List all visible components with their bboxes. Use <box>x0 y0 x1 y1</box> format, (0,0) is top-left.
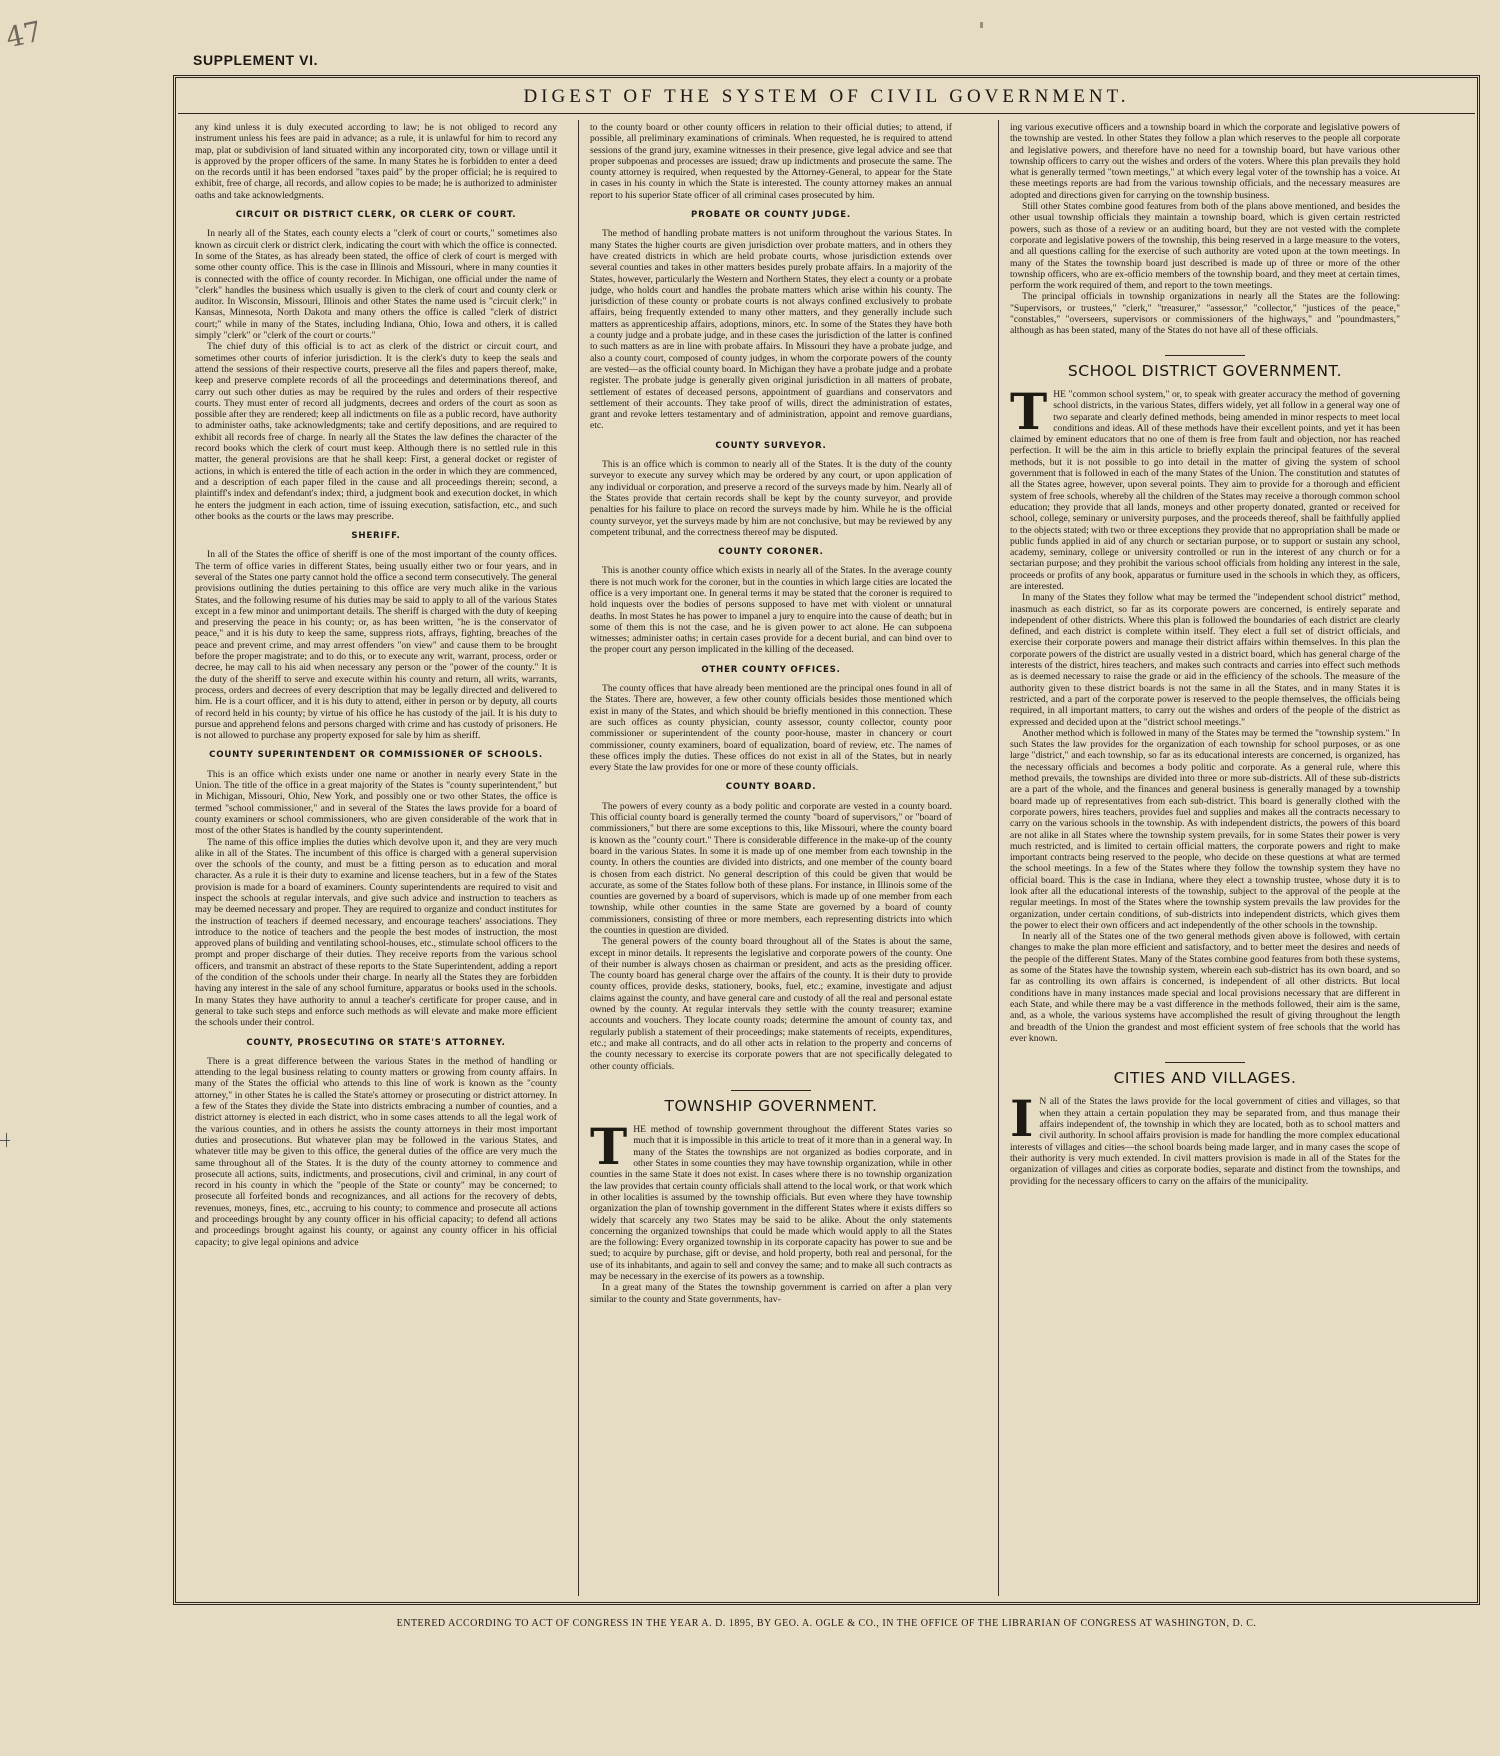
paragraph-text: HE method of township government throughout the different States varies so much that it is impossible in this article to treat of it more than in a general way. In many of the States the townships are not organized as bodies corporate, and in other States in some counties they may have township organization, while in other counties in the same State it does not exist. In cases where there is no township organization the law provides that certain county officials shall attend to the local work, or that work which in other localities is assumed by the township officials. But even where they have township organization the plan of township government in the different States where it exists differs so widely that scarcely any two States may be said to be alike. About the only statements concerning the organized townships that could be made which would apply to all the States are the following: Every organized township in its corporate capacity has power to sue and be sued; to acquire by purchase, gift or devise, and hold property, both real and personal, for the use of its inhabitants, and again to sell and convey the same; and to make all such contracts as may be necessary in the exercise of its powers as a township. <box>590 1124 952 1283</box>
paragraph: In nearly all of the States one of the two general methods given above is followed, with certain changes to make the plan more efficient and satisfactory, and to better meet the desires and needs of the people of the different States. Many of the States combine good features from both these systems, as some of the States have the township system, wherein each sub-district has its own board, and so far as controlling its own affairs is concerned, is independent of all other districts. But local conditions have in many instances made special and local provisions necessary that are different in each State, and while there may be a vast difference in the methods followed, their aim is the same, and, as a whole, the various systems have accomplished the result of giving throughout the length and breadth of the Union the grandest and most efficient system of free schools that the world has ever known. <box>1010 931 1400 1044</box>
column-1 <box>195 122 557 1594</box>
paragraph: In a great many of the States the township government is carried on after a plan very similar to the county and State governments, hav- <box>590 1282 952 1305</box>
section-heading: COUNTY SURVEYOR. <box>715 440 827 451</box>
paragraph: The method of handling probate matters is not uniform throughout the various States. In many States the higher courts are given jurisdiction over probate matters, and in others they have created districts in which are held probate courts, whose jurisdiction extends over several counties and takes in other matters besides purely probate affairs. In a majority of the States, however, particularly the Western and Northern States, they elect a county or a probate judge, who holds court and handles the probate matters which arise within his county. The jurisdiction of these county or probate courts is not always confined exclusively to probate affairs, being frequently extended to many other matters, and they generally include such matters as apprenticeship affairs, adoptions, minors, etc. In some of the States they have both a county judge and a probate judge, and in these cases the jurisdiction of the latter is confined to such matters as are in line with probate affairs. In Missouri they have a probate judge, and also a county court, composed of county judges, in whom the corporate powers of the county are vested—as the official county board. In Michigan they have a probate judge and a probate register. The probate judge is generally given original jurisdiction in all matters of probate, settlement of estates of deceased persons, appointment of guardians and conservators and settlement of their accounts. They take proof of wills, direct the administration of estates, grant and revoke letters testamentary and of administration, appoint and remove guardians, etc. <box>590 228 952 432</box>
paragraph: In nearly all of the States, each county elects a "clerk of court or courts," sometimes also known as circuit clerk or district clerk, indicating the court with which the office is connected. In some of the States, as has already been stated, the office of clerk of court is merged with some other county office. This is the case in Illinois and Missouri, where in many counties it is connected with the office of county recorder. In Michigan, one official under the name of "clerk" handles the business which usually is given to the clerk of court and county clerk or auditor. In Wisconsin, Missouri, Illinois and other States the name used is "circuit clerk;" in Kansas, Minnesota, North Dakota and many others the office is called "clerk of district court;" while in many of the States, including Indiana, Ohio, Iowa and others, it is called simply "clerk" or "clerk of the court or courts." <box>195 228 557 342</box>
paragraph: Still other States combine good features from both of the plans above mentioned, and besides the other usual township officials they maintain a township board, which is given certain restricted powers, such as those of a review or an auditing board, but they are not vested with the complete corporate and legislative powers of the township, this being reserved in a large measure to the voters, and all questions calling for the exercise of such authority are voted upon at the town meetings. In many of the States the township board just described is made up of three or more of the other township officers, who are ex-officio members of the township board, and they meet at certain times, perform the work required of them, and report to the town meetings. <box>1010 201 1400 292</box>
paragraph: The powers of every county as a body politic and corporate are vested in a county board. This official county board is generally termed the county "board of supervisors," or "board of commissioners," but there are some exceptions to this, like Missouri, where the county board is known as the "county court." There is considerable difference in the make-up of the county board in the various States. In some it is made up of one member from each township in the county. In others the counties are divided into districts, and one member of the county board is chosen from each district. No general description of this could be given that would be accurate, as some of the States follow both of these plans. For instance, in Illinois some of the counties are governed by a board of supervisors, which is made up of one member from each township, while other counties in the same State are governed by a board of county commissioners, consisting of three or more members, each representing districts into which the counties in question are divided. <box>590 800 952 936</box>
column-2 <box>590 122 952 1594</box>
section-heading: OTHER COUNTY OFFICES. <box>701 664 841 675</box>
paragraph-text: N all of the States the laws provide for the local government of cities and villages, so that when they attain a certain population they may be separated from, and thus manage their affairs independent of, the township in which they are located, both as to school matters and civil authority. In school affairs provision is made for handling the more complex educational interests of villages and cities—the school boards being made larger, and in many cases the scope of their authority is very much extended. In civil matters provision is made in all of the States for the organization of villages and cities as corporate bodies, separate and distinct from the townships, and providing for the necessary officers to carry on the affairs of the municipality. <box>1010 1096 1400 1187</box>
section-heading: COUNTY SUPERINTENDENT OR COMMISSIONER OF SCHOOLS. <box>209 750 543 761</box>
section-heading: CIRCUIT OR DISTRICT CLERK, OR CLERK OF COURT. <box>235 210 517 221</box>
handwritten-page-number: 47 <box>2 14 45 55</box>
paragraph: any kind unless it is duly executed according to law; he is not obliged to record any instrument unless his fees are paid in advance; as a rule, it is unlawful for him to record any map, plat or subdivision of land situated within any incorporated city, town or village until it is approved by the proper officers of the same. In many States he is forbidden to enter a deed on the records until it has been endorsed "taxes paid" by the proper official; he is required to exhibit, free of charge, all records, and allow copies to be made; he is authorized to administer oaths and take acknowledgments. <box>195 122 557 201</box>
section-divider <box>1165 1062 1245 1063</box>
paragraph: The name of this office implies the duties which devolve upon it, and they are very much alike in all of the States. The incumbent of this office is charged with a general supervision over the schools of the county, and must be a fitting person as to education and moral character. As a rule it is their duty to examine and license teachers, but in a few of the States provision is made for a board of examiners. County superintendents are required to visit and inspect the schools at regular intervals, and give such advice and instruction to teachers as may be deemed necessary and proper. They are required to organize and conduct institutes for the instruction of teachers if deemed necessary, and encourage teachers' associations. They introduce to the notice of teachers and the people the best modes of instruction, the most approved plans of building and ventilating school-houses, etc., stimulate school officers to the prompt and proper discharge of their duties. They receive reports from the various school officers, and transmit an abstract of these reports to the State Superintendent, adding a report of the condition of the schools under their charge. In nearly all the States they are forbidden having any interest in the sale of any school furniture, apparatus or books used in the schools. In many States they have authority to annul a teacher's certificate for proper cause, and in general to take such steps and enforce such methods as will elevate and make more efficient the schools under their control. <box>195 836 557 1029</box>
column-divider <box>578 120 579 1596</box>
major-heading: TOWNSHIP GOVERNMENT. <box>664 1096 878 1115</box>
paragraph: In many of the States they follow what may be termed the "independent school district" method, inasmuch as each district, so far as its corporate powers are concerned, is entirely separate and independent of other districts. Where this plan is followed the boundaries of each district are clearly defined, and each district is complete within itself. They elect a full set of district officials, and exercise their corporate powers and manage their district affairs within themselves. In this plan the corporate powers of the district are usually vested in a district board, which has general charge of the interests of the district, hires teachers, and makes such contracts and carries into effect such methods as is deemed necessary to raise the grade or aid in the efficiency of the schools. The measure of the authority given to these district boards is not the same in all the States, and in many States it is restricted, and a part of the corporate power is reserved to the people themselves, the officials being required, in all important matters, to carry out the wishes and orders of the people of the district as expressed and decided upon at the "district school meetings." <box>1010 592 1400 728</box>
major-heading: SCHOOL DISTRICT GOVERNMENT. <box>1067 361 1343 380</box>
drop-cap: T <box>1010 381 1048 441</box>
paragraph: The general powers of the county board throughout all of the States is about the same, except in minor details. It represents the legislative and corporate powers of the county. One of their number is always chosen as chairman or president, and acts as the presiding officer. The county board has general charge over the affairs of the county. It is their duty to provide county offices, provide desks, stationery, books, fuel, etc.; examine, investigate and adjust claims against the county, and have general care and custody of all the real and personal estate owned by the county. At regular intervals they settle with the county treasurer; examine accounts and vouchers. They locate county roads; determine the amount of county tax, and regularly publish a statement of their proceedings; make statements of receipts, expenditures, etc.; and make all contracts, and do all other acts in relation to the property and concerns of the county necessary to exercise its corporate powers that are not specifically delegated to other county officials. <box>590 936 952 1072</box>
section-heading: COUNTY, PROSECUTING OR STATE'S ATTORNEY. <box>246 1037 506 1048</box>
paragraph: to the county board or other county officers in relation to their official duties; to attend, if possible, all preliminary examinations of criminals. When requested, he is required to attend sessions of the grand jury, examine witnesses in their presence, give legal advice and see that proper subpoenas and processes are issued; draw up indictments and prosecute the same. The county attorney is required, when requested by the Attorney-General, to appear for the State in cases in his county in which the State is interested. The county attorney makes an annual report to his superior State officer of all criminal cases prosecuted by him. <box>590 122 952 201</box>
section-divider <box>1165 355 1245 356</box>
column-3 <box>1010 122 1400 1594</box>
paper-speck <box>980 22 983 28</box>
page-title: DIGEST OF THE SYSTEM OF CIVIL GOVERNMENT. <box>523 86 1130 107</box>
paragraph: In all of the States the office of sheriff is one of the most important of the county offices. The term of office varies in different States, being usually either two or four years, and in several of the States one party cannot hold the office a second term consecutively. The general provisions outlining the duties pertaining to this office are very much alike in the various States, and the following resume of his duties may be said to apply to all of the various States except in a few minor and unimportant details. The sheriff is charged with the duty of keeping and preserving the peace in his county; or, as has been written, "he is the conservator of peace," and it is his duty to keep the same, suppress riots, affrays, fighting, breaches of the peace and prevent crime, and may arrest offenders "on view" and cause them to be brought before the proper magistrate; and to do this, or to execute any writ, warrant, process, order or decree, he may call to his aid when necessary any person or the "power of the county." It is the duty of the sheriff to serve and execute within his county and return, all writs, warrants, process, orders and decrees of every description that may be legally directed and delivered to him. He is a court officer, and it is his duty to attend, either in person or by deputy, all courts of record held in his county; by virtue of his office he has custody of the jail. It is his duty to pursue and apprehend felons and persons charged with crime and has custody of prisoners. He is not allowed to purchase any property exposed for sale by him as sheriff. <box>195 549 557 742</box>
paragraph <box>590 1117 952 1283</box>
major-heading: CITIES AND VILLAGES. <box>1113 1069 1297 1088</box>
section-divider <box>731 1090 811 1091</box>
drop-cap: I <box>1010 1089 1034 1149</box>
copyright-footer: ENTERED ACCORDING TO ACT OF CONGRESS IN THE YEAR A. D. 1895, BY GEO. A. OGLE & CO., IN THE OFFICE OF THE LIBRARIAN OF CONGRESS AT WASHINGTON, D. C. <box>396 1618 1257 1629</box>
supplement-label: SUPPLEMENT VI. <box>193 52 319 68</box>
paragraph: The chief duty of this official is to act as clerk of the district or circuit court, and sometimes other courts of inferior jurisdiction. It is the clerk's duty to keep the seals and attend the sessions of their respective courts, preserve all the files and papers thereof, make, keep and preserve complete records of all the proceedings and determinations thereof, and carry out such other duties as may be required by the rules and orders of their respective courts. They must enter of record all judgments, decrees and orders of the court as soon as possible after they are rendered; keep all indictments on file as a public record, have authority to administer oaths, take acknowledgments; take and certify depositions, and are required to exhibit all records free of charge. In nearly all the States the law defines the character of the record books which the clerk of court must keep. Although there is no settled rule in this matter, the general provisions are that he shall keep: First, a general docket or register of actions, in which is entered the title of each action in the order in which they are commenced, and a description of each paper filed in the cause and all proceedings therein; second, a plaintiff's index and defendant's index; third, a judgment book and execution docket, in which he enters the judgment in each action, time of issuing execution, satisfaction, etc., and such other books as the courts or the laws may prescribe. <box>195 341 557 522</box>
paragraph: This is an office which exists under one name or another in nearly every State in the Union. The title of the office in a great majority of the States is "county superintendent," but in Michigan, Missouri, Ohio, New York, and possibly one or two other States, the office is termed "school commissioner," and in several of the States the laws provide for a board of county examiners or school commissioners, who are given considerable of the work that in most of the other States is handled by the county superintendent. <box>195 768 557 837</box>
column-divider <box>998 120 999 1596</box>
section-heading: PROBATE OR COUNTY JUDGE. <box>691 210 851 221</box>
paragraph <box>1010 1089 1400 1187</box>
paragraph: ing various executive officers and a township board in which the corporate and legislative powers of the township are vested. In other States they follow a plan which reserves to the people all corporate and legislative powers, and therefore have no need for a township board, but have various other township officers to carry out the wishes and orders of the voters. Where this plan prevails they hold what is generally termed "town meetings," at which every legal voter of the township has a voice. At these meetings reports are had from the various township officials, and the necessary measures are adopted and directions given for carrying on the township business. <box>1010 122 1400 201</box>
paragraph: This is an office which is common to nearly all of the States. It is the duty of the county surveyor to execute any survey which may be ordered by any court, or upon application of any individual or corporation, and preserve a record of the surveys made by him. Nearly all of the States provide that certain records shall be kept by the county surveyor, and provide penalties for his failure to place on record the surveys made by him. While he is the official county surveyor, yet the surveys made by him are not conclusive, but may be reviewed by any competent tribunal, and the correctness thereof may be disputed. <box>590 459 952 538</box>
paragraph: The principal officials in township organizations in nearly all the States are the following: "Supervisors, or trustees," "clerk," "treasurer," "assessor," "collector," "justices of the peace," "constables," "overseers, supervisors or commissioners of the highways," and "poundmasters," although as has been stated, many of the States do not have all of these officials. <box>1010 291 1400 337</box>
margin-mark <box>0 1140 10 1141</box>
margin-mark-vertical <box>6 1133 7 1147</box>
section-heading: COUNTY BOARD. <box>725 782 817 793</box>
section-heading: COUNTY CORONER. <box>718 547 824 558</box>
paragraph <box>1010 381 1400 592</box>
section-heading: SHERIFF. <box>351 531 401 542</box>
paragraph: There is a great difference between the various States in the method of handling or attending to the legal business relating to county matters or growing from county affairs. In many of the States the official who attends to this line of work is known as the "county attorney," in other States he is called the State's attorney or prosecuting or district attorney. In a few of the States they divide the State into districts embracing a number of counties, and a district attorney is elected in each district, who in some cases attends to all the legal work of the various counties, and in others he assists the county attorneys in their most important duties and prosecutions. But whatever plan may be followed in the various States, and whatever title may be given to this office, the general duties of the office are very much the same throughout all of the States. It is the duty of the county attorney to commence and prosecute all actions, suits, indictments, and prosecutions, civil and criminal, in any court of record in his county in which the "people of the State or county" may be concerned; to prosecute all forfeited bonds and recognizances, and all actions for the recovery of debts, revenues, moneys, fines, etc., accruing to his county; to commence and prosecute all actions and proceedings brought by any county officer in his official capacity; to defend all actions and proceedings brought against his county, or against any county officer in his official capacity; to give legal opinions and advice <box>195 1055 557 1248</box>
drop-cap: T <box>590 1117 628 1177</box>
paragraph-text: HE "common school system," or, to speak with greater accuracy the method of governing school districts, in the various States, differs widely, yet all follow in a general way one of two separate and clearly defined methods, being amended in minor respects to meet local conditions and ideas. All of these methods have their excellent points, and yet it has been claimed by eminent educators that no one of them is free from fault and objection, nor has reached perfection. It will be the aim in this article to briefly explain the principal features of the several methods, but it is not possible to go into detail in the matter of giving the system of school government that is followed in each of the many States of the Union. The constitution and statutes of all the States agree, however, upon several points. They aim to provide for a thorough and efficient system of free schools, whereby all the children of the States may receive a thorough common school education; they provide that all lands, moneys and other property donated, granted or received for school, college, seminary or university purposes, and the proceeds thereof, shall be faithfully applied to the objects stated; with two or three exceptions they provide that no appropriation shall be made or public funds applied in aid of any church or sectarian purpose, or to support or sustain any school, academy, seminary, college or university controlled or run in the interest of any church or for a sectarian purpose; and they prohibit the various school officials from holding any interest in the sale, proceeds or profits of any book, apparatus or furniture used in the schools in which they, as officers, are interested. <box>1010 388 1400 592</box>
title-divider <box>178 113 1475 114</box>
paragraph: This is another county office which exists in nearly all of the States. In the average county there is not much work for the coroner, but in the counties in which large cities are located the office is a very important one. In general terms it may be stated that the coroner is required to hold inquests over the bodies of persons supposed to have met with violent or unnatural deaths. In most States he has power to impanel a jury to enquire into the cause of death; but in some of them this is not the case, and he is given power to act alone. He can subpoena witnesses; administer oaths; in certain cases provide for a decent burial, and can bind over to the proper court any person implicated in the killing of the deceased. <box>590 565 952 656</box>
paragraph: The county offices that have already been mentioned are the principal ones found in all of the States. There are, however, a few other county officials besides those mentioned which exist in many of the States, and which should be briefly mentioned in this connection. These are such offices as county physician, county assessor, county collector, county poor commissioner or superintendent of the county poor-house, master in chancery or court commissioner, county examiners, board of equalization, board of review, etc. The names of these offices imply the duties. These offices do not exist in all of the States, but in nearly every State the law provides for one or more of these county officials. <box>590 683 952 774</box>
paragraph: Another method which is followed in many of the States may be termed the "township system." In such States the law provides for the organization of each township for school purposes, or as one large "district," and each township, so far as its educational interests are concerned, is organized, has the necessary officials and becomes a body politic and corporate. As a general rule, where this method prevails, the townships are divided into three or more sub-districts. All of these sub-districts are a part of the whole, and the finances and general business is generally managed by a township board made up of representatives from each sub-district. This board is generally clothed with the corporate powers, hires teachers, provides fuel and supplies and makes all the contracts necessary to carry on the various schools in the township. As with independent districts, the powers of this board are not alike in all States where the township system prevails, for in some States their power is very much restricted, and is limited to certain official matters, the corporate powers and right to make important contracts being reserved to the people, who decide on these questions at what are termed the school meetings. In a few of the States where they follow the township system they have no official board. This is the case in Indiana, where they elect a township trustee, whose duty it is to look after all the educational interests of the township, subject to the approval of the people at the regular meetings. In most of the States where the township system prevails the law provides for the organization, under certain conditions, of sub-districts into independent districts, which gives them the power to elect their own officers and act independently of the other schools in the township. <box>1010 727 1400 931</box>
